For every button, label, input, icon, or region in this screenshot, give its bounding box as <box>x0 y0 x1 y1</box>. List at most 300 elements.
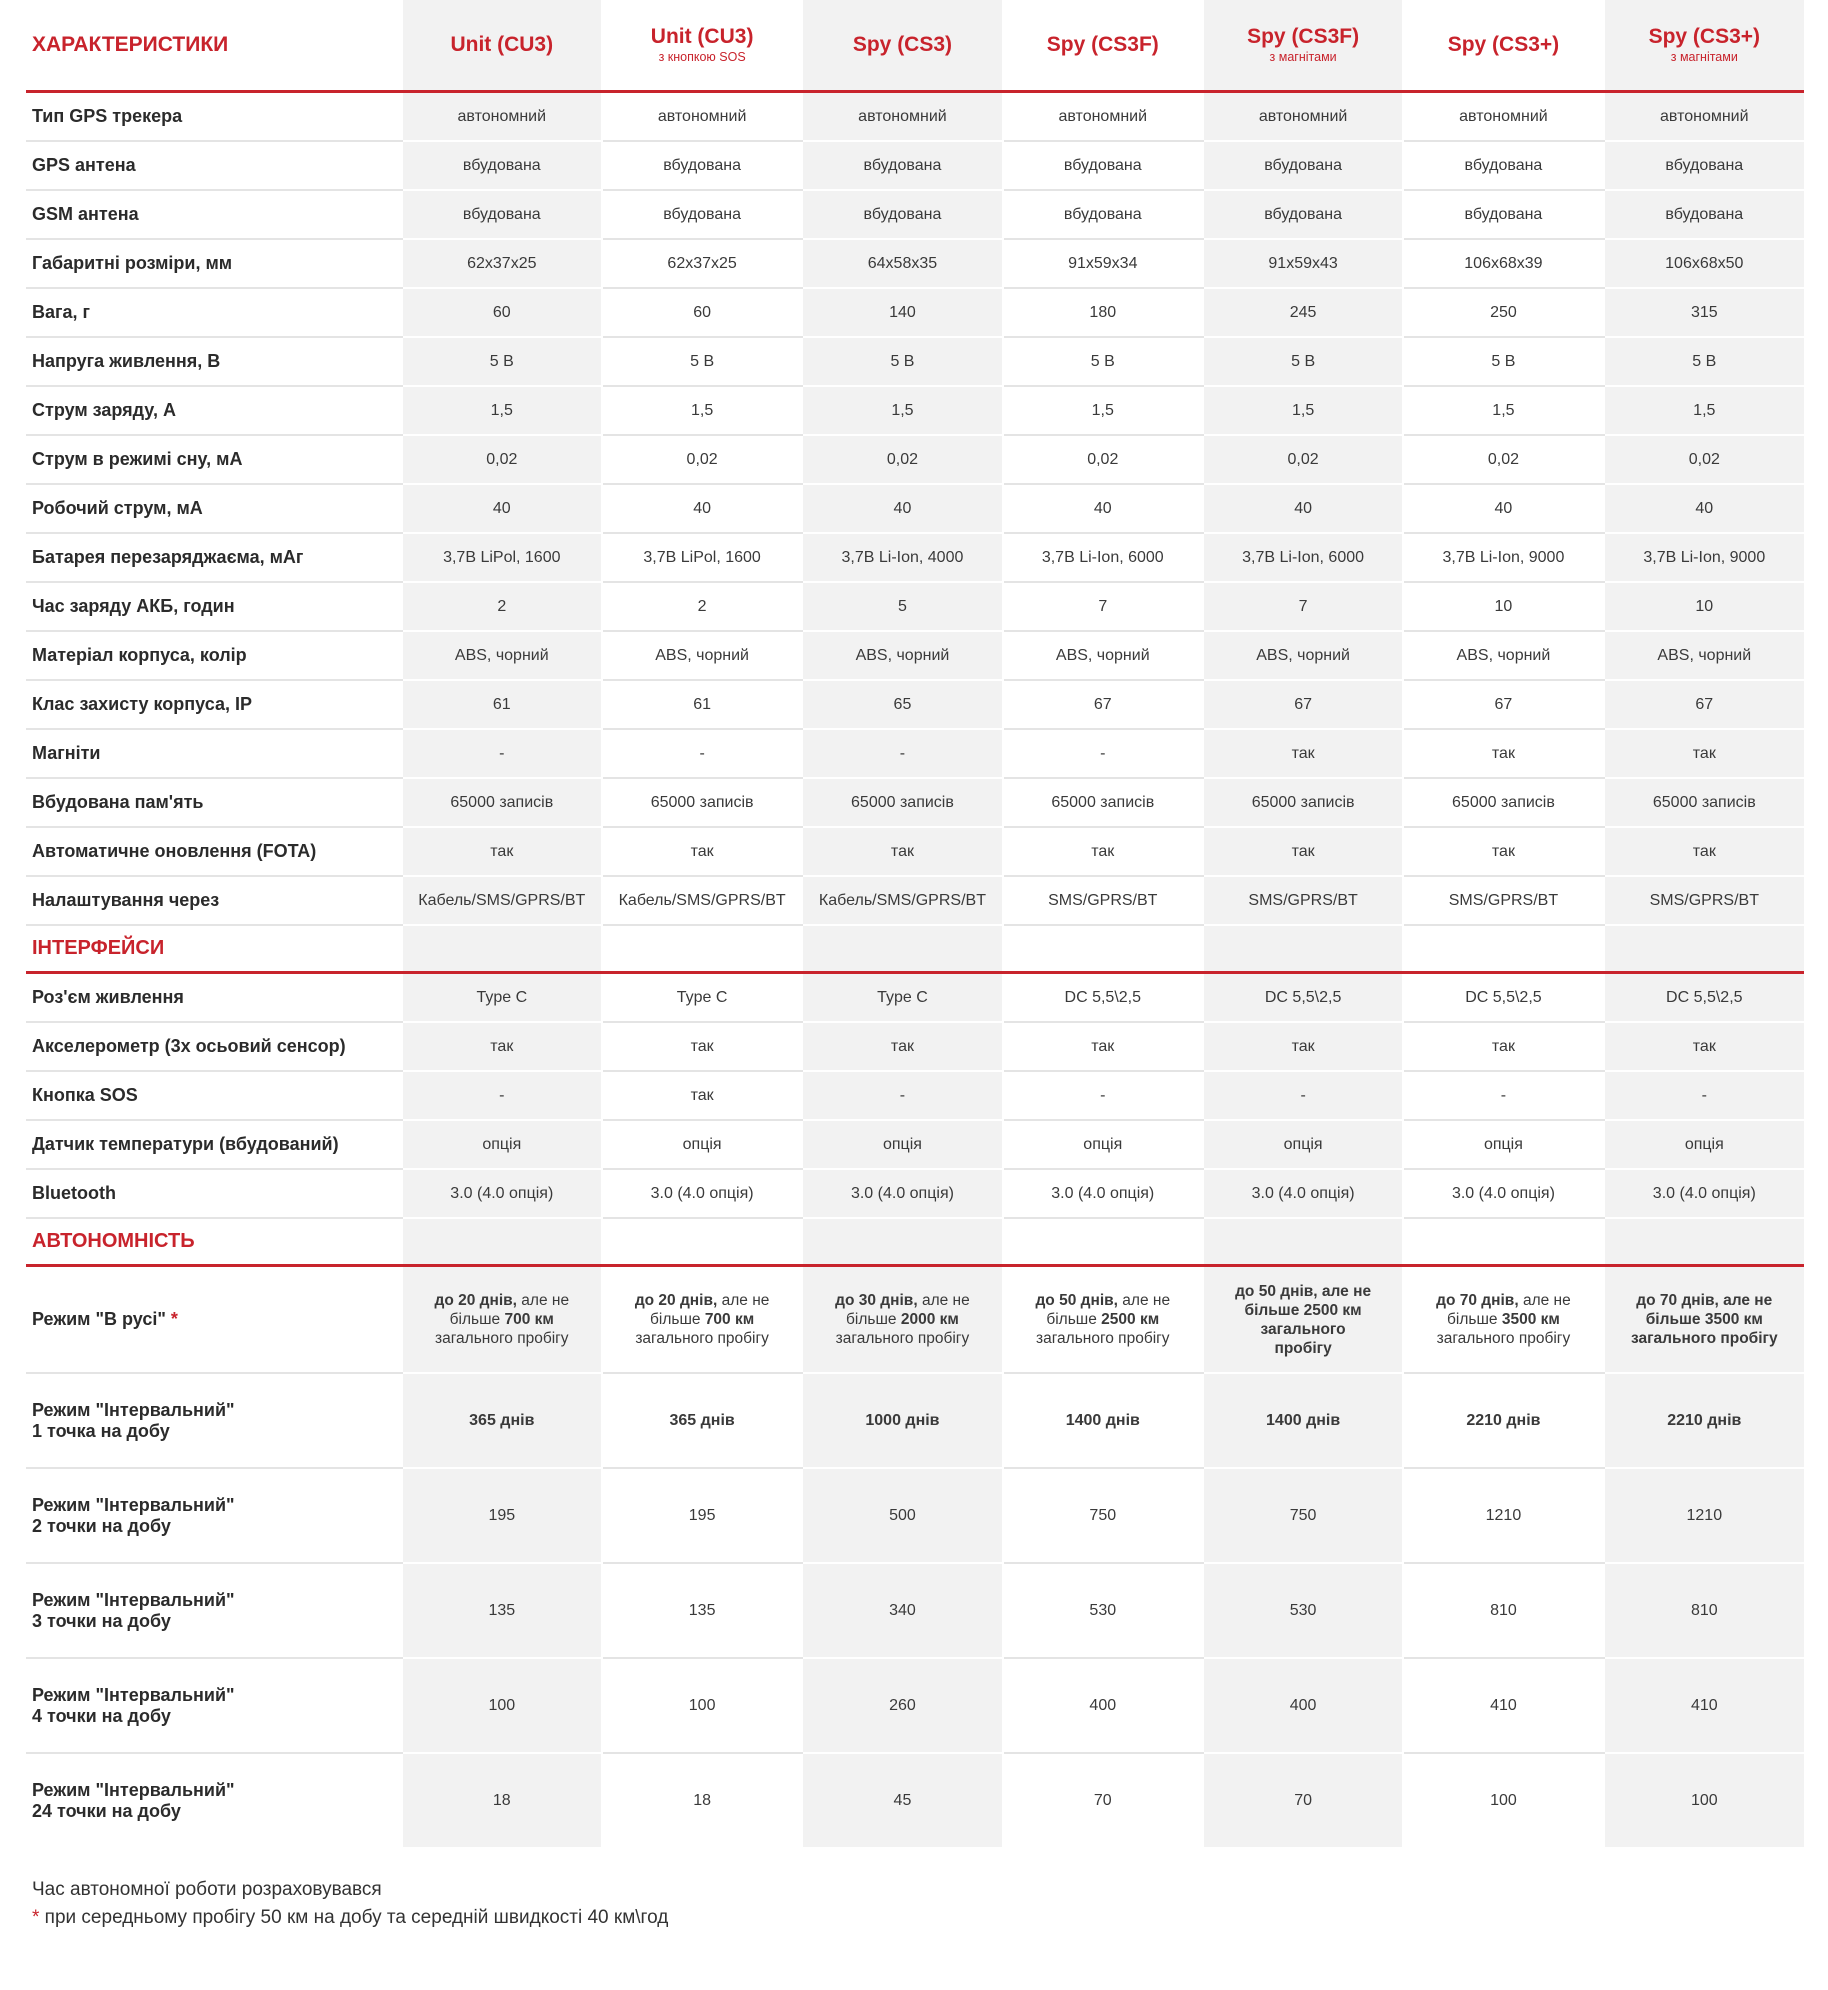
section-spacer <box>602 925 802 973</box>
cell-value: 67 <box>1203 680 1403 729</box>
cell-value: - <box>1604 1071 1804 1120</box>
row-label: Датчик температури (вбудований) <box>26 1120 402 1169</box>
cell-value: SMS/GPRS/BT <box>1003 876 1203 925</box>
footnote <box>32 1876 668 1932</box>
cell-value: автономний <box>1203 92 1403 142</box>
cell-value: 1,5 <box>1403 386 1603 435</box>
spec-row <box>26 141 1804 190</box>
cell-value: 45 <box>802 1753 1002 1847</box>
row-label: Bluetooth <box>26 1169 402 1218</box>
cell-value: - <box>1003 729 1203 778</box>
cell-value: так <box>1403 1022 1603 1071</box>
spec-row <box>26 876 1804 925</box>
spec-row <box>26 631 1804 680</box>
footnote-line-2 <box>32 1904 668 1932</box>
cell-value: - <box>402 729 602 778</box>
cell-value: 91x59x34 <box>1003 239 1203 288</box>
interface-row <box>26 1169 1804 1218</box>
row-label-line-1: Режим "Інтервальний" <box>32 1399 235 1420</box>
cell-value: опція <box>602 1120 802 1169</box>
row-label: Робочий струм, мА <box>26 484 402 533</box>
cell-value: - <box>1203 1071 1403 1120</box>
section-spacer <box>802 1218 1002 1266</box>
cell-value: 5 <box>802 582 1002 631</box>
cell-value: 3,7В Li-Ion, 9000 <box>1604 533 1804 582</box>
spec-row <box>26 778 1804 827</box>
cell-value: опція <box>1604 1120 1804 1169</box>
cell-value: так <box>1003 827 1203 876</box>
cell-value: 260 <box>802 1658 1002 1753</box>
cell-value: вбудована <box>1003 141 1203 190</box>
cell-value: 65000 записів <box>1203 778 1403 827</box>
row-label-line-1: Режим "Інтервальний" <box>32 1684 235 1705</box>
spec-row <box>26 288 1804 337</box>
row-label-line-2: 2 точки на добу <box>32 1515 171 1536</box>
cell-value: 10 <box>1604 582 1804 631</box>
row-label: Матеріал корпуса, колір <box>26 631 402 680</box>
model-name: Spy (CS3F) <box>1046 33 1159 56</box>
cell-value: 65000 записів <box>1604 778 1804 827</box>
cell-value: DC 5,5\2,5 <box>1604 973 1804 1023</box>
cell-value: 3,7В LiPol, 1600 <box>602 533 802 582</box>
row-label-line-2: 1 точка на добу <box>32 1420 170 1441</box>
cell-value: вбудована <box>602 141 802 190</box>
cell-value: вбудована <box>1403 141 1603 190</box>
row-label-line-1: Режим "Інтервальний" <box>32 1494 235 1515</box>
row-label <box>26 1373 402 1468</box>
days-text: до 70 днів, <box>1436 1292 1519 1309</box>
section-autonomy <box>26 1218 1804 1266</box>
cell-value: SMS/GPRS/BT <box>1604 876 1804 925</box>
cell-value <box>802 1266 1002 1374</box>
cell-value: 65000 записів <box>402 778 602 827</box>
cell-value: 3,7В LiPol, 1600 <box>402 533 602 582</box>
model-subtitle: з кнопкою SOS <box>658 50 746 64</box>
cell-value: 5 В <box>1403 337 1603 386</box>
cell-value: 62x37x25 <box>402 239 602 288</box>
cell-value: так <box>802 827 1002 876</box>
spec-row <box>26 533 1804 582</box>
cell-value: так <box>602 1071 802 1120</box>
cell-value: так <box>402 827 602 876</box>
move-mode-value <box>1004 1291 1202 1348</box>
cell-value: 140 <box>802 288 1002 337</box>
cell-value: вбудована <box>402 141 602 190</box>
cell-value: так <box>802 1022 1002 1071</box>
model-column-header <box>602 0 802 92</box>
row-label: Час заряду АКБ, годин <box>26 582 402 631</box>
section-spacer <box>1203 925 1403 973</box>
km-text: 2000 км <box>900 1311 959 1328</box>
cell-value: вбудована <box>602 190 802 239</box>
move-mode-value <box>803 1291 1001 1348</box>
autonomy-row-interval <box>26 1563 1804 1658</box>
cell-value: 0,02 <box>802 435 1002 484</box>
section-interfaces <box>26 925 1804 973</box>
cell-value: 195 <box>602 1468 802 1563</box>
cell-value: опція <box>402 1120 602 1169</box>
cell-value: 40 <box>1604 484 1804 533</box>
days-text: до 70 днів, <box>1636 1292 1719 1309</box>
cell-value: 100 <box>602 1658 802 1753</box>
cell-value: вбудована <box>1604 190 1804 239</box>
autonomy-row-interval <box>26 1658 1804 1753</box>
cell-value: так <box>1203 1022 1403 1071</box>
section-spacer <box>1403 1218 1603 1266</box>
cell-value: Кабель/SMS/GPRS/BT <box>802 876 1002 925</box>
section-spacer <box>1604 1218 1804 1266</box>
spec-row <box>26 190 1804 239</box>
cell-value: 65000 записів <box>602 778 802 827</box>
cell-value: 60 <box>402 288 602 337</box>
model-name: Spy (CS3) <box>852 33 953 56</box>
cell-value: 67 <box>1003 680 1203 729</box>
interface-row <box>26 973 1804 1023</box>
cell-value: так <box>602 1022 802 1071</box>
row-label <box>26 1468 402 1563</box>
interface-row <box>26 1120 1804 1169</box>
cell-value: ABS, чорний <box>1003 631 1203 680</box>
cell-value: так <box>1003 1022 1203 1071</box>
row-label: Магніти <box>26 729 402 778</box>
spec-row <box>26 484 1804 533</box>
cell-value: ABS, чорний <box>402 631 602 680</box>
row-label: Кнопка SOS <box>26 1071 402 1120</box>
cell-value: 3.0 (4.0 опція) <box>602 1169 802 1218</box>
move-mode-value <box>1605 1291 1804 1348</box>
cell-value: 180 <box>1003 288 1203 337</box>
mileage-text: загального пробігу <box>1260 1320 1346 1357</box>
spec-table-container <box>26 0 1804 1847</box>
row-label-line-1: Режим "Інтервальний" <box>32 1589 235 1610</box>
cell-value: 245 <box>1203 288 1403 337</box>
cell-value: так <box>1604 1022 1804 1071</box>
cell-value: 3.0 (4.0 опція) <box>802 1169 1002 1218</box>
cell-value: 40 <box>1403 484 1603 533</box>
cell-value: - <box>1003 1071 1203 1120</box>
row-label <box>26 1658 402 1753</box>
cell-value: опція <box>1203 1120 1403 1169</box>
cell-value: DC 5,5\2,5 <box>1403 973 1603 1023</box>
cell-value: 750 <box>1203 1468 1403 1563</box>
move-mode-value <box>1204 1282 1402 1358</box>
model-column-header <box>1003 0 1203 92</box>
autonomy-row-interval <box>26 1468 1804 1563</box>
model-column-header <box>1203 0 1403 92</box>
cell-value: 340 <box>802 1563 1002 1658</box>
limit-text: але не більше <box>846 1292 970 1328</box>
cell-value: 3.0 (4.0 опція) <box>1203 1169 1403 1218</box>
cell-value: 1,5 <box>802 386 1002 435</box>
row-label-line-2: 3 точки на добу <box>32 1610 171 1631</box>
cell-value: вбудована <box>1003 190 1203 239</box>
cell-value: 64x58x35 <box>802 239 1002 288</box>
cell-value: 2210 днів <box>1403 1373 1603 1468</box>
cell-value: 1,5 <box>1203 386 1403 435</box>
autonomy-row-interval <box>26 1373 1804 1468</box>
row-label: Роз'єм живлення <box>26 973 402 1023</box>
cell-value: 135 <box>602 1563 802 1658</box>
cell-value: 365 днів <box>602 1373 802 1468</box>
section-spacer <box>1403 925 1603 973</box>
row-label: GSM антена <box>26 190 402 239</box>
cell-value: 0,02 <box>1604 435 1804 484</box>
row-label <box>26 1753 402 1847</box>
cell-value: 7 <box>1003 582 1203 631</box>
days-text: до 50 днів, <box>1235 1282 1318 1300</box>
cell-value: вбудована <box>1604 141 1804 190</box>
cell-value: 18 <box>402 1753 602 1847</box>
cell-value: 40 <box>802 484 1002 533</box>
cell-value: 70 <box>1003 1753 1203 1847</box>
cell-value: 1,5 <box>1003 386 1203 435</box>
cell-value: автономний <box>1003 92 1203 142</box>
spec-row <box>26 92 1804 142</box>
cell-value: 365 днів <box>402 1373 602 1468</box>
cell-value: 3.0 (4.0 опція) <box>402 1169 602 1218</box>
section-spacer <box>1003 925 1203 973</box>
header-row <box>26 0 1804 92</box>
cell-value: 1400 днів <box>1003 1373 1203 1468</box>
model-name: Spy (CS3+) <box>1447 33 1560 56</box>
cell-value: DC 5,5\2,5 <box>1203 973 1403 1023</box>
row-label-line-2: 24 точки на добу <box>32 1800 181 1821</box>
cell-value: 3.0 (4.0 опція) <box>1403 1169 1603 1218</box>
cell-value <box>1003 1266 1203 1374</box>
cell-value: 65000 записів <box>1003 778 1203 827</box>
cell-value: 106x68x50 <box>1604 239 1804 288</box>
cell-value: 62x37x25 <box>602 239 802 288</box>
row-label: Клас захисту корпуса, IP <box>26 680 402 729</box>
cell-value: ABS, чорний <box>602 631 802 680</box>
limit-text: але не більше <box>449 1292 570 1328</box>
section-spacer <box>602 1218 802 1266</box>
cell-value: 410 <box>1604 1658 1804 1753</box>
cell-value: так <box>1604 729 1804 778</box>
row-label: Вбудована пам'ять <box>26 778 402 827</box>
cell-value: 5 В <box>1604 337 1804 386</box>
cell-value: так <box>1604 827 1804 876</box>
cell-value: 0,02 <box>1403 435 1603 484</box>
cell-value: 60 <box>602 288 802 337</box>
cell-value: 0,02 <box>402 435 602 484</box>
cell-value: 7 <box>1203 582 1403 631</box>
cell-value: 100 <box>1403 1753 1603 1847</box>
days-text: до 20 днів, <box>434 1292 517 1309</box>
cell-value: 400 <box>1003 1658 1203 1753</box>
cell-value <box>1203 1266 1403 1374</box>
cell-value: 65 <box>802 680 1002 729</box>
days-text: до 20 днів, <box>634 1292 718 1309</box>
row-label: Вага, г <box>26 288 402 337</box>
km-text: 2500 км <box>1101 1311 1160 1328</box>
mileage-text: загального пробігу <box>1630 1330 1778 1347</box>
cell-value: 0,02 <box>602 435 802 484</box>
cell-value: - <box>402 1071 602 1120</box>
cell-value: ABS, чорний <box>1403 631 1603 680</box>
cell-value: Кабель/SMS/GPRS/BT <box>602 876 802 925</box>
cell-value: автономний <box>1604 92 1804 142</box>
cell-value: 106x68x39 <box>1403 239 1603 288</box>
limit-text: але не більше <box>1645 1292 1773 1328</box>
cell-value: 3.0 (4.0 опція) <box>1604 1169 1804 1218</box>
cell-value: 1,5 <box>402 386 602 435</box>
row-label: Габаритні розміри, мм <box>26 239 402 288</box>
model-name: Unit (CU3) <box>450 33 554 56</box>
cell-value: 10 <box>1403 582 1603 631</box>
cell-value: 1210 <box>1403 1468 1603 1563</box>
row-label: Акселерометр (3х осьовий сенсор) <box>26 1022 402 1071</box>
cell-value: 3,7В Li-Ion, 9000 <box>1403 533 1603 582</box>
footnote-text: при середньому пробігу 50 км на добу та середній швидкості 40 км\год <box>39 1907 669 1928</box>
row-label <box>26 1266 402 1374</box>
cell-value: 91x59x43 <box>1203 239 1403 288</box>
model-column-header <box>1403 0 1603 92</box>
cell-value: автономний <box>402 92 602 142</box>
cell-value: 70 <box>1203 1753 1403 1847</box>
row-label: Напруга живлення, В <box>26 337 402 386</box>
interface-row <box>26 1071 1804 1120</box>
cell-value: ABS, чорний <box>1203 631 1403 680</box>
footnote-star: * <box>170 1309 178 1329</box>
cell-value: 67 <box>1403 680 1603 729</box>
cell-value: Кабель/SMS/GPRS/BT <box>402 876 602 925</box>
cell-value: 1400 днів <box>1203 1373 1403 1468</box>
footnote-star: * <box>32 1907 40 1928</box>
cell-value: Type C <box>402 973 602 1023</box>
footnote-line-1: Час автономної роботи розраховувався <box>32 1879 382 1900</box>
cell-value: опція <box>1003 1120 1203 1169</box>
cell-value: 65000 записів <box>802 778 1002 827</box>
km-text: 700 км <box>704 1311 755 1328</box>
spec-row <box>26 827 1804 876</box>
move-mode-value <box>603 1291 801 1348</box>
mileage-text: загального пробігу <box>435 1330 569 1347</box>
section-spacer <box>1003 1218 1203 1266</box>
cell-value: опція <box>1403 1120 1603 1169</box>
days-text: до 30 днів, <box>835 1292 918 1309</box>
cell-value: 810 <box>1403 1563 1603 1658</box>
cell-value: 40 <box>1203 484 1403 533</box>
cell-value: 100 <box>1604 1753 1804 1847</box>
cell-value: 750 <box>1003 1468 1203 1563</box>
mileage-text: загального пробігу <box>1436 1330 1571 1347</box>
row-label-text: Режим "В русі" <box>32 1309 166 1329</box>
cell-value: 500 <box>802 1468 1002 1563</box>
cell-value: 5 В <box>1203 337 1403 386</box>
row-label: Струм заряду, А <box>26 386 402 435</box>
cell-value: вбудована <box>1203 190 1403 239</box>
cell-value: 250 <box>1403 288 1603 337</box>
limit-text: але не більше <box>1046 1292 1171 1328</box>
row-label: Струм в режимі сну, мА <box>26 435 402 484</box>
cell-value: 0,02 <box>1003 435 1203 484</box>
model-name: Spy (CS3F) <box>1247 25 1360 48</box>
cell-value <box>1403 1266 1603 1374</box>
cell-value: 810 <box>1604 1563 1804 1658</box>
row-label: Налаштування через <box>26 876 402 925</box>
cell-value: вбудована <box>402 190 602 239</box>
model-name: Unit (CU3) <box>650 25 754 48</box>
cell-value: 18 <box>602 1753 802 1847</box>
cell-value: 1000 днів <box>802 1373 1002 1468</box>
mileage-text: загального пробігу <box>835 1330 970 1347</box>
cell-value: 2 <box>602 582 802 631</box>
row-label: Автоматичне оновлення (FOTA) <box>26 827 402 876</box>
section-title: АВТОНОМНІСТЬ <box>26 1218 402 1266</box>
mileage-text: загального пробігу <box>635 1330 769 1347</box>
km-text: 3500 км <box>1501 1311 1560 1328</box>
cell-value: 0,02 <box>1203 435 1403 484</box>
interface-row <box>26 1022 1804 1071</box>
cell-value: так <box>1403 729 1603 778</box>
cell-value: Type C <box>602 973 802 1023</box>
km-text: 2500 км <box>1303 1301 1362 1319</box>
cell-value <box>1604 1266 1804 1374</box>
cell-value: автономний <box>1403 92 1603 142</box>
cell-value: - <box>602 729 802 778</box>
cell-value: 5 В <box>802 337 1002 386</box>
spec-row <box>26 337 1804 386</box>
cell-value: 400 <box>1203 1658 1403 1753</box>
cell-value: 530 <box>1203 1563 1403 1658</box>
cell-value: 3,7В Li-Ion, 6000 <box>1003 533 1203 582</box>
autonomy-row-move <box>26 1266 1804 1374</box>
cell-value: 40 <box>402 484 602 533</box>
cell-value: 5 В <box>602 337 802 386</box>
cell-value: - <box>1403 1071 1603 1120</box>
cell-value <box>602 1266 802 1374</box>
cell-value: 3,7В Li-Ion, 4000 <box>802 533 1002 582</box>
section-spacer <box>802 925 1002 973</box>
cell-value: вбудована <box>1403 190 1603 239</box>
cell-value: 1210 <box>1604 1468 1804 1563</box>
cell-value: 65000 записів <box>1403 778 1603 827</box>
row-label: GPS антена <box>26 141 402 190</box>
spec-row <box>26 582 1804 631</box>
row-label: Батарея перезаряджаєма, мАг <box>26 533 402 582</box>
km-text: 3500 км <box>1704 1311 1763 1328</box>
cell-value: 135 <box>402 1563 602 1658</box>
autonomy-row-interval <box>26 1753 1804 1847</box>
section-spacer <box>1604 925 1804 973</box>
model-column-header <box>1604 0 1804 92</box>
spec-row <box>26 239 1804 288</box>
cell-value: 2 <box>402 582 602 631</box>
cell-value: 2210 днів <box>1604 1373 1804 1468</box>
cell-value: 1,5 <box>1604 386 1804 435</box>
spec-table <box>26 0 1804 1847</box>
cell-value: 1,5 <box>602 386 802 435</box>
model-subtitle: з магнітами <box>1269 50 1337 64</box>
cell-value: 410 <box>1403 1658 1603 1753</box>
model-column-header <box>802 0 1002 92</box>
cell-value: 195 <box>402 1468 602 1563</box>
cell-value: - <box>802 1071 1002 1120</box>
section-spacer <box>402 925 602 973</box>
move-mode-value <box>403 1291 601 1348</box>
cell-value: 100 <box>402 1658 602 1753</box>
cell-value: 315 <box>1604 288 1804 337</box>
cell-value: - <box>802 729 1002 778</box>
section-spacer <box>402 1218 602 1266</box>
limit-text: але не більше <box>1447 1292 1571 1328</box>
row-label-line-2: 4 точки на добу <box>32 1705 171 1726</box>
cell-value: 40 <box>1003 484 1203 533</box>
model-subtitle: з магнітами <box>1670 50 1738 64</box>
model-name: Spy (CS3+) <box>1648 25 1761 48</box>
cell-value: так <box>1403 827 1603 876</box>
